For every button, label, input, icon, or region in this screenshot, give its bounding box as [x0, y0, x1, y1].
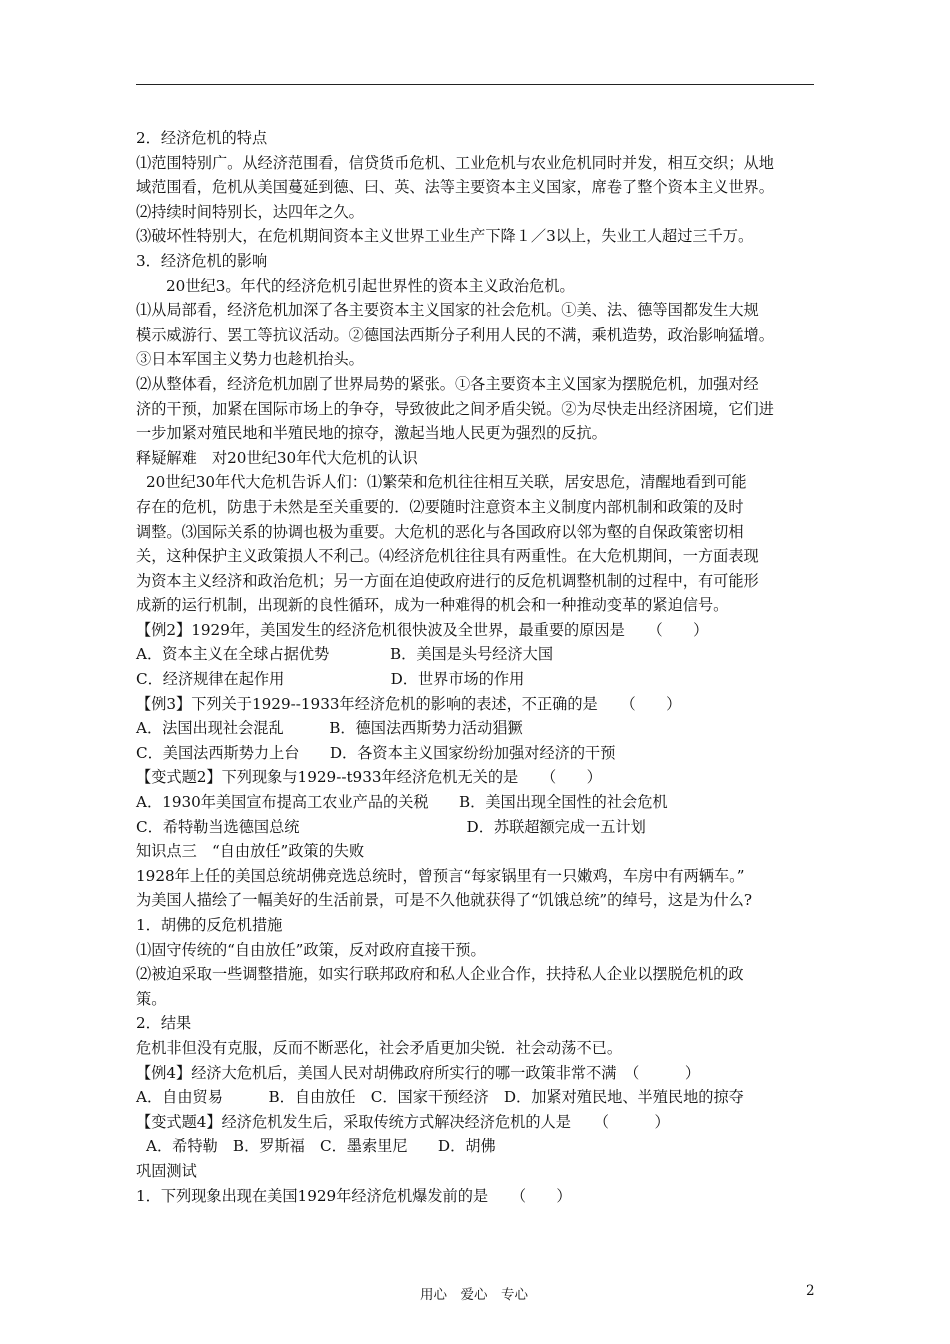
option-line: A．法国出现社会混乱 B．德国法西斯势力活动猖獗 — [136, 719, 523, 738]
section-heading: 2．结果 — [136, 1014, 192, 1033]
question-line: 1．下列现象出现在美国1929年经济危机爆发前的是 （ ） — [136, 1186, 572, 1205]
page-number: 2 — [806, 1283, 815, 1299]
paragraph-line: 域范围看，危机从美国蔓延到德、曰、英、法等主要资本主义国家，席卷了整个资本主义世界。 — [136, 178, 774, 197]
footer-motto: 用心 爱心 专心 — [420, 1287, 528, 1303]
paragraph-line: 危机非但没有克服，反而不断恶化，社会矛盾更加尖锐．社会动荡不已。 — [136, 1038, 622, 1057]
question-line: 【例2】1929年，美国发生的经济危机很快波及全世界，最重要的原因是 （ ） — [136, 620, 709, 639]
question-line: 【例4】经济大危机后，美国人民对胡佛政府所实行的哪一政策非常不满 （ ） — [136, 1063, 701, 1082]
option-line: A．资本主义在全球占据优势 B．美国是头号经济大国 — [136, 645, 554, 664]
option-line: A．希特勒 B．罗斯福 C．墨索里尼 D．胡佛 — [146, 1137, 496, 1156]
document-body — [136, 126, 826, 1208]
option-line: C．希特勒当选德国总统 D．苏联超额完成一五计划 — [136, 817, 646, 836]
paragraph-line: ⑶破坏性特别大，在危机期间资本主义世界工业生产下降１／3以上，失业工人超过三千万。 — [136, 227, 754, 246]
paragraph-line: 20世纪30年代大危机告诉人们：⑴繁荣和危机往往相互关联，居安思危，清醒地看到可能 — [146, 473, 747, 492]
paragraph-line: 为资本主义经济和政治危机；另一方面在迫使政府进行的反危机调整机制的过程中，有可能形 — [136, 571, 759, 590]
question-line: 【变式题2】下列现象与1929--t933年经济危机无关的是 （ ） — [136, 768, 602, 787]
question-line: 【例3】下列关于1929--1933年经济危机的影响的表述，不正确的是 （ ） — [136, 694, 682, 713]
paragraph-line: ⑵持续时间特别长，达四年之久。 — [136, 202, 364, 221]
paragraph-line: 策。 — [136, 989, 167, 1008]
paragraph-line: 存在的危机，防患于未然是至关重要的．⑵要随时注意资本主义制度内部机制和政策的及时 — [136, 497, 744, 516]
option-line: C．美国法西斯势力上台 D．各资本主义国家纷纷加强对经济的干预 — [136, 743, 616, 762]
paragraph-line: ⑵被迫采取一些调整措施，如实行联邦政府和私人企业合作，扶持私人企业以摆脱危机的政 — [136, 965, 744, 984]
paragraph-line: ⑴从局部看，经济危机加深了各主要资本主义国家的社会危机。①美、法、德等国都发生大规 — [136, 301, 759, 320]
paragraph-line: 为美国人描绘了一幅美好的生活前景，可是不久他就获得了“饥饿总统”的绰号，这是为什么? — [136, 891, 752, 910]
section-heading: 3．经济危机的影响 — [136, 251, 268, 270]
paragraph-line: ⑵从整体看，经济危机加剧了世界局势的紧张。①各主要资本主义国家为摆脱危机，加强对经 — [136, 374, 759, 393]
section-heading: 巩固测试 — [136, 1161, 197, 1180]
option-line: A．1930年美国宣布提高工农业产品的关税 B．美国出现全国性的社会危机 — [136, 793, 668, 812]
paragraph-line: ⑴范围特别广。从经济范围看，信贷货币危机、工业危机与农业危机同时并发，相互交织；从地 — [136, 153, 774, 172]
section-heading: 知识点三 “自由放任”政策的失败 — [136, 842, 365, 861]
option-line: C．经济规律在起作用 D．世界市场的作用 — [136, 670, 525, 689]
paragraph-line: ⑴固守传统的“自由放任”政策，反对政府直接干预。 — [136, 940, 486, 959]
header-rule — [136, 84, 814, 85]
section-heading: 1．胡佛的反危机措施 — [136, 916, 283, 934]
section-heading: 释疑解难 对20世纪30年代大危机的认识 — [136, 448, 418, 467]
question-line: 【变式题4】经济危机发生后，采取传统方式解决经济危机的人是 （ ） — [136, 1112, 670, 1131]
section-heading: 2．经济危机的特点 — [136, 129, 268, 147]
paragraph-line: 20世纪3。年代的经济危机引起世界性的资本主义政治危机。 — [166, 276, 575, 295]
paragraph-line: 一步加紧对殖民地和半殖民地的掠夺，激起当地人民更为强烈的反抗。 — [136, 424, 607, 443]
paragraph-line: 模示威游行、罢工等抗议活动。②德国法西斯分子利用人民的不满，乘机造势，政治影响猛增。 — [136, 325, 774, 344]
option-line: A．自由贸易 B．自由放任 C．国家干预经济 D．加紧对殖民地、半殖民地的掠夺 — [136, 1088, 744, 1107]
paragraph-line: 1928年上任的美国总统胡佛竞选总统时，曾预言“每家锅里有一只嫩鸡，车房中有两辆车。” — [136, 866, 745, 885]
paragraph-line: ③日本军国主义势力也趁机抬头。 — [136, 350, 364, 369]
paragraph-line: 关，这种保护主义政策损人不利己。⑷经济危机往往具有两重性。在大危机期间，一方面表现 — [136, 547, 759, 566]
paragraph-line: 成新的运行机制，出现新的良性循环，成为一种难得的机会和一种推动变革的紧迫信号。 — [136, 596, 729, 615]
paragraph-line: 调整。⑶国际关系的协调也极为重要。大危机的恶化与各国政府以邻为壑的自保政策密切相 — [136, 522, 744, 541]
paragraph-line: 济的干预，加紧在国际市场上的争夺，导致彼此之间矛盾尖锐。②为尽快走出经济困境，它们进 — [136, 399, 774, 418]
